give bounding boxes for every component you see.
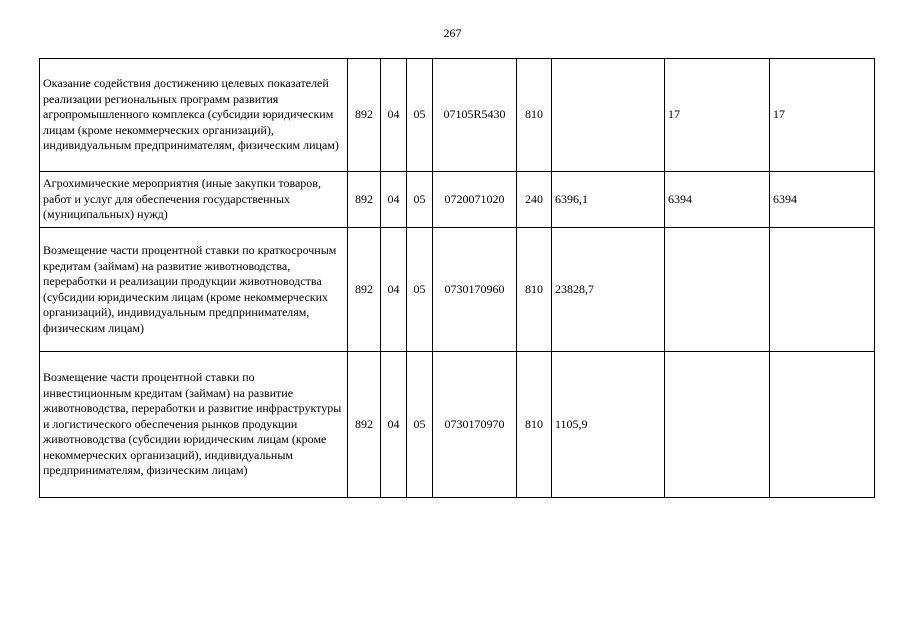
- amount-year-3: [770, 352, 875, 498]
- row-description: Оказание содействия достижению целевых показателей реализации региональных программ развития агропромышленного комплекса (субсидии юридическим лицам (кроме некоммерческих организаций), индивидуальным предпринимателям, физическим лицам): [40, 59, 348, 172]
- admin-code: 892: [348, 352, 381, 498]
- expense-type-code: 240: [517, 172, 552, 228]
- amount-year-2: [665, 228, 770, 352]
- amount-year-1: 23828,7: [552, 228, 665, 352]
- target-article-code: 0730170970: [433, 352, 517, 498]
- subsection-code: 05: [407, 228, 433, 352]
- expense-type-code: 810: [517, 352, 552, 498]
- table-row: [40, 352, 875, 498]
- budget-table: [39, 58, 875, 498]
- target-article-code: 0730170960: [433, 228, 517, 352]
- amount-year-2: [665, 352, 770, 498]
- target-article-code: 07105R5430: [433, 59, 517, 172]
- target-article-code: 0720071020: [433, 172, 517, 228]
- section-code: 04: [381, 352, 407, 498]
- row-description: Возмещение части процентной ставки по инвестиционным кредитам (займам) на развитие животноводства, переработки и развитие инфраструктуры и логистического обеспечения рынков продукции животноводства (субсидии юридическим лицам (кроме некоммерческих организаций), индивидуальным предпринимателям, физическим лицам): [40, 352, 348, 498]
- expense-type-code: 810: [517, 59, 552, 172]
- section-code: 04: [381, 172, 407, 228]
- amount-year-2: 17: [665, 59, 770, 172]
- section-code: 04: [381, 228, 407, 352]
- amount-year-1: 1105,9: [552, 352, 665, 498]
- amount-year-3: 6394: [770, 172, 875, 228]
- admin-code: 892: [348, 172, 381, 228]
- admin-code: 892: [348, 59, 381, 172]
- row-description: Возмещение части процентной ставки по краткосрочным кредитам (займам) на развитие животноводства, переработки и реализации продукции животноводства (субсидии юридическим лицам (кроме некоммерческих организаций), индивидуальным предпринимателям, физическим лицам): [40, 228, 348, 352]
- expense-type-code: 810: [517, 228, 552, 352]
- subsection-code: 05: [407, 172, 433, 228]
- amount-year-2: 6394: [665, 172, 770, 228]
- table-row: [40, 172, 875, 228]
- amount-year-1: 6396,1: [552, 172, 665, 228]
- page-number: 267: [443, 26, 462, 40]
- admin-code: 892: [348, 228, 381, 352]
- subsection-code: 05: [407, 352, 433, 498]
- table-row: [40, 228, 875, 352]
- section-code: 04: [381, 59, 407, 172]
- amount-year-1: [552, 59, 665, 172]
- amount-year-3: [770, 228, 875, 352]
- row-description: Агрохимические мероприятия (иные закупки товаров, работ и услуг для обеспечения государственных (муниципальных) нужд): [40, 172, 348, 228]
- amount-year-3: 17: [770, 59, 875, 172]
- subsection-code: 05: [407, 59, 433, 172]
- table-row: [40, 59, 875, 172]
